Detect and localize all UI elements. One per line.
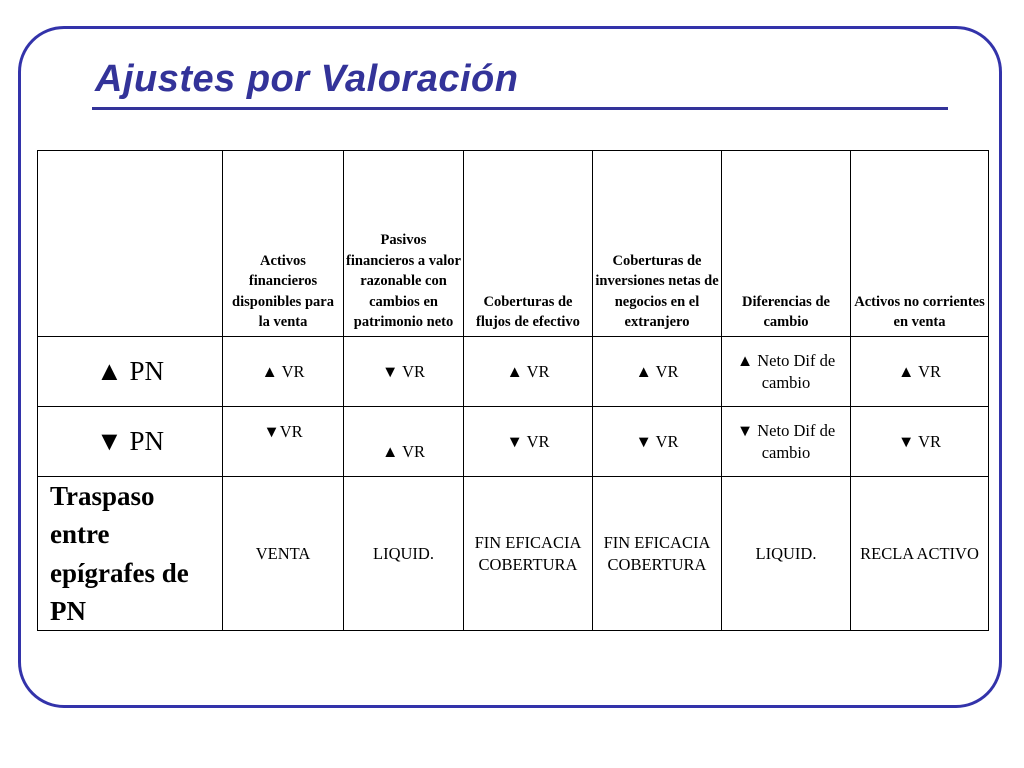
table-cell: RECLA ACTIVO (851, 477, 989, 631)
table-cell: ▼VR (223, 407, 344, 477)
table-cell: ▼ Neto Dif de cambio (722, 407, 851, 477)
row-label-traspaso: Traspaso entre epígrafes de PN (38, 477, 223, 631)
table-cell: FIN EFICACIA COBERTURA (464, 477, 593, 631)
table-cell: ▲ VR (851, 337, 989, 407)
title-underline (92, 107, 948, 110)
header-diferencias-cambio: Diferencias de cambio (722, 151, 851, 337)
table-cell: ▲ VR (344, 407, 464, 477)
header-pasivos-financieros: Pasivos financieros a valor razonable con cambios en patrimonio neto (344, 151, 464, 337)
header-activos-no-corrientes: Activos no corrientes en venta (851, 151, 989, 337)
row-label-pn-increase: ▲ PN (38, 337, 223, 407)
row-label-pn-decrease: ▼ PN (38, 407, 223, 477)
table-cell: ▲ Neto Dif de cambio (722, 337, 851, 407)
table-row (38, 477, 989, 631)
table-cell: ▼ VR (464, 407, 593, 477)
header-coberturas-flujos: Coberturas de flujos de efectivo (464, 151, 593, 337)
table-cell: ▲ VR (593, 337, 722, 407)
table-cell: ▼ VR (344, 337, 464, 407)
table-row (38, 407, 989, 477)
header-activos-financieros: Activos financieros disponibles para la venta (223, 151, 344, 337)
table-cell: ▼ VR (851, 407, 989, 477)
header-coberturas-inversiones: Coberturas de inversiones netas de negocios en el extranjero (593, 151, 722, 337)
table-cell: ▲ VR (464, 337, 593, 407)
table-row (38, 337, 989, 407)
table-cell: ▲ VR (223, 337, 344, 407)
table-cell: FIN EFICACIA COBERTURA (593, 477, 722, 631)
table-cell: LIQUID. (722, 477, 851, 631)
slide-title: Ajustes por Valoración (95, 58, 519, 100)
table-cell: VENTA (223, 477, 344, 631)
table-cell: ▼ VR (593, 407, 722, 477)
table-cell: LIQUID. (344, 477, 464, 631)
valuation-adjustments-table (37, 150, 989, 631)
header-corner-cell (38, 151, 223, 337)
table-header-row (38, 151, 989, 337)
